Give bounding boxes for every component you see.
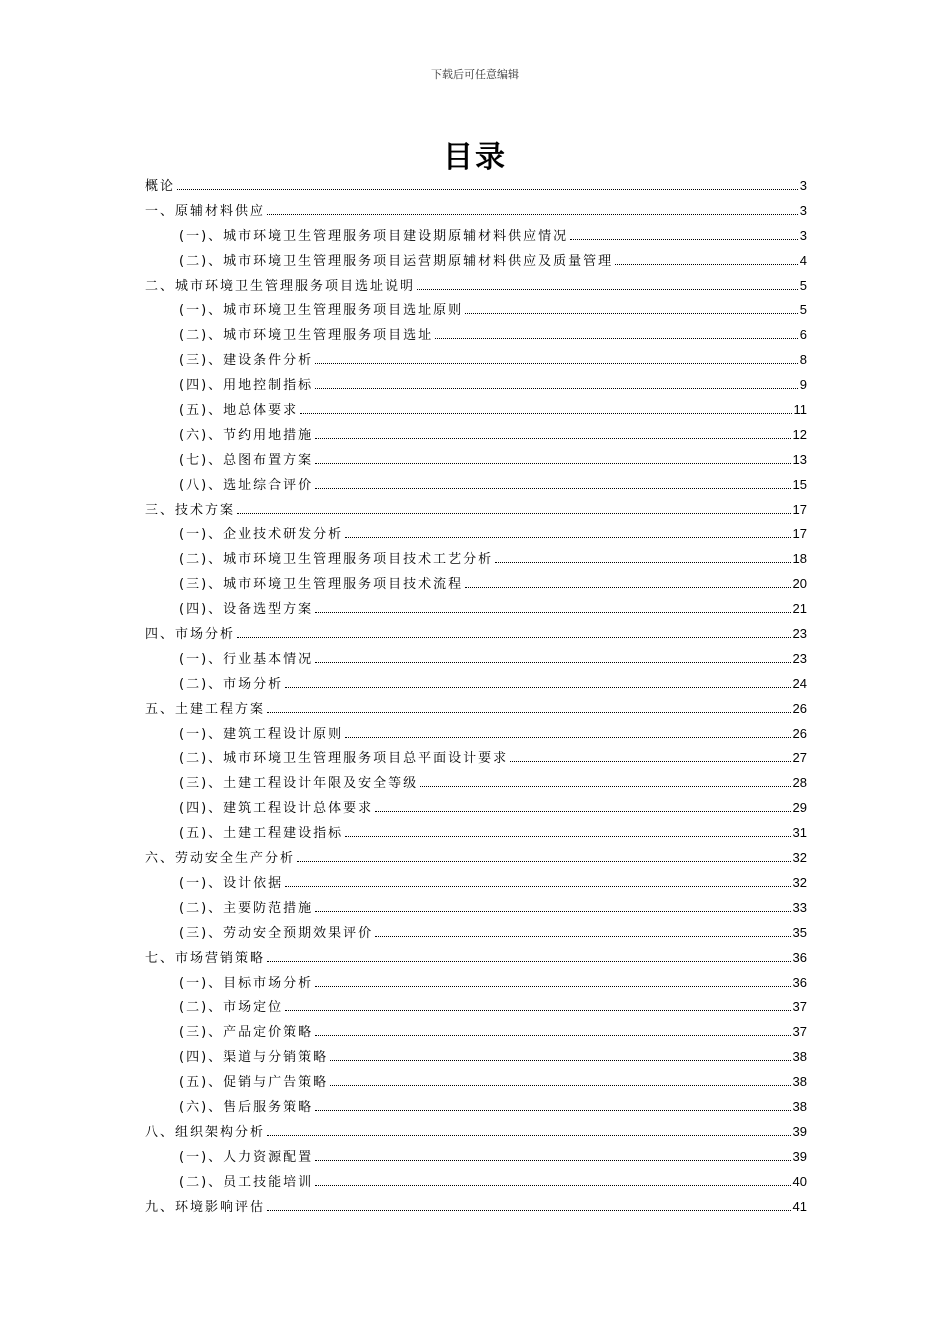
toc-entry-label: (四)、设备选型方案 [179, 602, 314, 618]
toc-entry-label: (八)、选址综合评价 [179, 477, 314, 493]
toc-entry-page-number: 35 [792, 924, 807, 940]
toc-entry[interactable] [145, 424, 807, 449]
toc-entry-label: (三)、产品定价策略 [179, 1025, 314, 1041]
toc-entry-label: (三)、城市环境卫生管理服务项目技术流程 [179, 577, 464, 593]
toc-title: 目录 [443, 140, 507, 175]
toc-entry-page-number: 6 [799, 327, 807, 343]
toc-entry-label: 九、环境影响评估 [145, 1199, 266, 1215]
toc-entry-page-number: 11 [793, 402, 807, 418]
toc-entry-label: (一)、城市环境卫生管理服务项目建设期原辅材料供应情况 [179, 228, 569, 244]
toc-entry-page-number: 23 [792, 626, 807, 642]
toc-entry-page-number: 13 [792, 451, 807, 467]
toc-entry-page-number: 24 [792, 675, 807, 691]
toc-entry[interactable] [145, 872, 807, 897]
toc-entry[interactable] [145, 474, 807, 499]
toc-entry[interactable] [145, 299, 807, 324]
toc-entry[interactable] [145, 897, 807, 922]
dot-leader [315, 438, 790, 439]
toc-entry-page-number: 29 [792, 800, 807, 816]
toc-entry-page-number: 9 [799, 377, 807, 393]
toc-entry-label: (一)、设计依据 [179, 875, 284, 891]
dot-leader [300, 413, 791, 414]
toc-entry[interactable] [145, 324, 807, 349]
dot-leader [315, 662, 790, 663]
header-note: 下载后可任意编辑 [431, 68, 519, 81]
dot-leader [330, 1085, 790, 1086]
toc-entry[interactable] [145, 374, 807, 399]
toc-entry-label: 三、技术方案 [145, 502, 236, 518]
toc-entry[interactable] [145, 648, 807, 673]
toc-entry-label: (一)、企业技术研发分析 [179, 527, 344, 543]
toc-entry[interactable] [145, 1096, 807, 1121]
toc-entry-page-number: 32 [792, 850, 807, 866]
toc-entry-page-number: 18 [792, 551, 807, 567]
toc-entry-page-number: 3 [799, 202, 807, 218]
dot-leader [315, 986, 790, 987]
toc-entry-page-number: 4 [799, 252, 807, 268]
toc-entry-page-number: 31 [792, 825, 807, 841]
toc-entry[interactable] [145, 275, 807, 300]
toc-entry-label: 一、原辅材料供应 [145, 203, 266, 219]
toc-entry-label: (二)、城市环境卫生管理服务项目总平面设计要求 [179, 751, 509, 767]
toc-entry[interactable] [145, 1146, 807, 1171]
toc-entry-label: (二)、城市环境卫生管理服务项目运营期原辅材料供应及质量管理 [179, 253, 614, 269]
toc-entry-page-number: 36 [792, 974, 807, 990]
toc-entry[interactable] [145, 996, 807, 1021]
toc-entry-label: 二、城市环境卫生管理服务项目选址说明 [145, 278, 416, 294]
toc-entry[interactable] [145, 1021, 807, 1046]
toc-entry-label: 概论 [145, 179, 176, 194]
toc-entry-label: (三)、建设条件分析 [179, 353, 314, 369]
toc-entry[interactable] [145, 847, 807, 872]
dot-leader [285, 886, 790, 887]
dot-leader [315, 1110, 790, 1111]
toc-entry-label: (二)、城市环境卫生管理服务项目选址 [179, 328, 434, 344]
dot-leader [615, 264, 798, 265]
toc-entry[interactable] [145, 523, 807, 548]
toc-entry-page-number: 21 [792, 601, 807, 617]
toc-entry-page-number: 33 [792, 899, 807, 915]
toc-entry-page-number: 27 [792, 750, 807, 766]
dot-leader [267, 961, 791, 962]
toc-entry[interactable] [145, 250, 807, 275]
toc-entry[interactable] [145, 175, 807, 200]
toc-entry-page-number: 41 [792, 1198, 807, 1214]
dot-leader [315, 1160, 790, 1161]
toc-entry-label: (四)、建筑工程设计总体要求 [179, 801, 374, 817]
dot-leader [417, 289, 798, 290]
dot-leader [345, 537, 790, 538]
toc-entry-page-number: 28 [792, 775, 807, 791]
toc-entry-label: (四)、用地控制指标 [179, 378, 314, 394]
toc-entry-page-number: 39 [792, 1123, 807, 1139]
dot-leader [345, 836, 790, 837]
toc-entry-page-number: 32 [792, 874, 807, 890]
toc-entry[interactable] [145, 747, 807, 772]
toc-entry-label: 八、组织架构分析 [145, 1124, 266, 1140]
toc-entry[interactable] [145, 1196, 807, 1221]
dot-leader [375, 936, 790, 937]
toc-entry[interactable] [145, 822, 807, 847]
toc-entry-page-number: 26 [792, 725, 807, 741]
toc-entry-page-number: 38 [792, 1098, 807, 1114]
dot-leader [570, 239, 798, 240]
toc-entry[interactable] [145, 772, 807, 797]
toc-entry-label: (三)、劳动安全预期效果评价 [179, 925, 374, 941]
dot-leader [315, 1185, 790, 1186]
toc-entry[interactable] [145, 499, 807, 524]
toc-entry[interactable] [145, 598, 807, 623]
toc-entry-label: (四)、渠道与分销策略 [179, 1050, 329, 1066]
toc-entry[interactable] [145, 922, 807, 947]
toc-entry[interactable] [145, 1071, 807, 1096]
toc-entry-page-number: 26 [792, 700, 807, 716]
toc-entry[interactable] [145, 449, 807, 474]
toc-entry[interactable] [145, 797, 807, 822]
toc-entry-label: 四、市场分析 [145, 627, 236, 643]
toc-entry[interactable] [145, 573, 807, 598]
toc-entry[interactable] [145, 972, 807, 997]
dot-leader [420, 786, 790, 787]
dot-leader [465, 587, 790, 588]
dot-leader [177, 189, 798, 190]
toc-entry[interactable] [145, 623, 807, 648]
toc-entry-label: (二)、市场分析 [179, 676, 284, 692]
toc-entry-label: (五)、地总体要求 [179, 403, 299, 419]
toc-entry-page-number: 38 [792, 1074, 807, 1090]
toc-entry-label: (五)、促销与广告策略 [179, 1075, 329, 1091]
toc-entry-page-number: 5 [799, 277, 807, 293]
toc-entry[interactable] [145, 1171, 807, 1196]
dot-leader [345, 737, 790, 738]
toc-entry[interactable] [145, 548, 807, 573]
toc-entry-label: (一)、行业基本情况 [179, 651, 314, 667]
toc-entry-label: (一)、建筑工程设计原则 [179, 726, 344, 742]
toc-entry-label: (五)、土建工程建设指标 [179, 826, 344, 842]
toc-entry-page-number: 37 [792, 999, 807, 1015]
dot-leader [315, 911, 790, 912]
toc-entry-page-number: 36 [792, 949, 807, 965]
toc-entry[interactable] [145, 723, 807, 748]
toc-entry-label: (一)、人力资源配置 [179, 1149, 314, 1165]
toc-entry-label: 五、土建工程方案 [145, 701, 266, 717]
toc-entry-label: (二)、主要防范措施 [179, 900, 314, 916]
toc-entry-page-number: 8 [799, 352, 807, 368]
toc-entry-page-number: 5 [799, 302, 807, 318]
toc-entry[interactable] [145, 349, 807, 374]
toc-entry-page-number: 3 [799, 178, 807, 193]
dot-leader [267, 1135, 791, 1136]
dot-leader [267, 1210, 791, 1211]
toc-entry-label: (三)、土建工程设计年限及安全等级 [179, 776, 419, 792]
table-of-contents [145, 175, 807, 1220]
toc-entry[interactable] [145, 225, 807, 250]
toc-entry[interactable] [145, 947, 807, 972]
toc-entry[interactable] [145, 399, 807, 424]
dot-leader [465, 313, 798, 314]
toc-entry-page-number: 39 [792, 1148, 807, 1164]
toc-entry-label: (六)、节约用地措施 [179, 427, 314, 443]
toc-entry[interactable] [145, 673, 807, 698]
toc-entry-label: (六)、售后服务策略 [179, 1099, 314, 1115]
toc-entry-label: (二)、市场定位 [179, 1000, 284, 1016]
toc-entry[interactable] [145, 1121, 807, 1146]
dot-leader [315, 388, 798, 389]
dot-leader [267, 214, 798, 215]
toc-entry-page-number: 40 [792, 1173, 807, 1189]
dot-leader [285, 1010, 790, 1011]
toc-entry-page-number: 38 [792, 1049, 807, 1065]
dot-leader [315, 363, 798, 364]
dot-leader [315, 488, 790, 489]
dot-leader [330, 1060, 790, 1061]
dot-leader [237, 637, 791, 638]
toc-entry-page-number: 17 [792, 501, 807, 517]
toc-entry-page-number: 37 [792, 1024, 807, 1040]
dot-leader [435, 338, 798, 339]
toc-entry[interactable] [145, 1046, 807, 1071]
toc-entry-label: (二)、城市环境卫生管理服务项目技术工艺分析 [179, 552, 494, 568]
toc-entry-page-number: 15 [792, 476, 807, 492]
toc-entry-page-number: 3 [799, 227, 807, 243]
toc-entry-page-number: 20 [792, 576, 807, 592]
toc-entry-label: (一)、目标市场分析 [179, 975, 314, 991]
dot-leader [375, 811, 790, 812]
toc-entry-label: (一)、城市环境卫生管理服务项目选址原则 [179, 303, 464, 319]
dot-leader [315, 1035, 790, 1036]
dot-leader [267, 712, 791, 713]
toc-entry-page-number: 17 [792, 526, 807, 542]
dot-leader [315, 463, 790, 464]
toc-entry-label: 七、市场营销策略 [145, 950, 266, 966]
dot-leader [237, 513, 791, 514]
dot-leader [285, 687, 790, 688]
toc-entry[interactable] [145, 698, 807, 723]
toc-entry-label: (二)、员工技能培训 [179, 1174, 314, 1190]
toc-entry-label: 六、劳动安全生产分析 [145, 851, 296, 867]
toc-entry-page-number: 12 [792, 426, 807, 442]
dot-leader [315, 612, 790, 613]
dot-leader [510, 761, 790, 762]
toc-entry-label: (七)、总图布置方案 [179, 452, 314, 468]
dot-leader [297, 861, 791, 862]
toc-entry[interactable] [145, 200, 807, 225]
toc-entry-page-number: 23 [792, 650, 807, 666]
dot-leader [495, 562, 790, 563]
